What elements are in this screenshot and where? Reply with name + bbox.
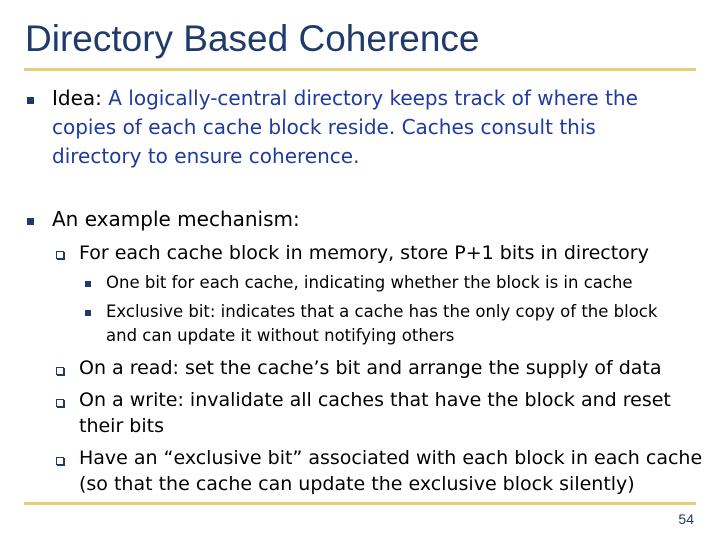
hollow-square-bullet-icon: [56, 251, 64, 259]
sub-bullet-on-write-line-1: On a write: invalidate all caches that have the block and reset: [79, 389, 671, 411]
subsub-exclusive-line-1: Exclusive bit: indicates that a cache has the only copy of the block: [106, 302, 658, 321]
sub-bullet-exclusive-line-2: (so that the cache can update the exclusive block silently): [79, 473, 635, 495]
square-bullet-icon: [85, 281, 91, 287]
sub-bullet-exclusive-line-1: Have an “exclusive bit” associated with each block in each cache: [79, 447, 703, 469]
square-bullet-icon: [85, 310, 91, 316]
square-bullet-icon: [27, 97, 34, 104]
idea-line-3: directory to ensure coherence.: [52, 144, 360, 168]
footer-divider: [24, 502, 696, 505]
slide-title: Directory Based Coherence: [25, 18, 480, 59]
idea-line-2: copies of each cache block reside. Caches consult this: [52, 115, 596, 139]
sub-bullet-on-write-line-2: their bits: [79, 415, 164, 437]
example-heading: An example mechanism:: [52, 207, 300, 231]
hollow-square-bullet-icon: [56, 367, 64, 375]
subsub-exclusive-line-2: and can update it without notifying others: [106, 326, 455, 345]
square-bullet-icon: [27, 218, 34, 225]
sub-bullet-store-bits: For each cache block in memory, store P+1 bits in directory: [79, 242, 649, 264]
idea-label: Idea:: [52, 86, 102, 110]
idea-line-1: [52, 86, 638, 110]
subsub-one-bit: One bit for each cache, indicating whether the block is in cache: [106, 273, 633, 292]
idea-text: A logically-central directory keeps track of where the: [108, 86, 638, 110]
hollow-square-bullet-icon: [56, 399, 64, 407]
hollow-square-bullet-icon: [56, 457, 64, 465]
page-number: 54: [678, 511, 694, 527]
sub-bullet-on-read: On a read: set the cache’s bit and arrange the supply of data: [79, 357, 662, 379]
title-divider: [24, 68, 696, 71]
